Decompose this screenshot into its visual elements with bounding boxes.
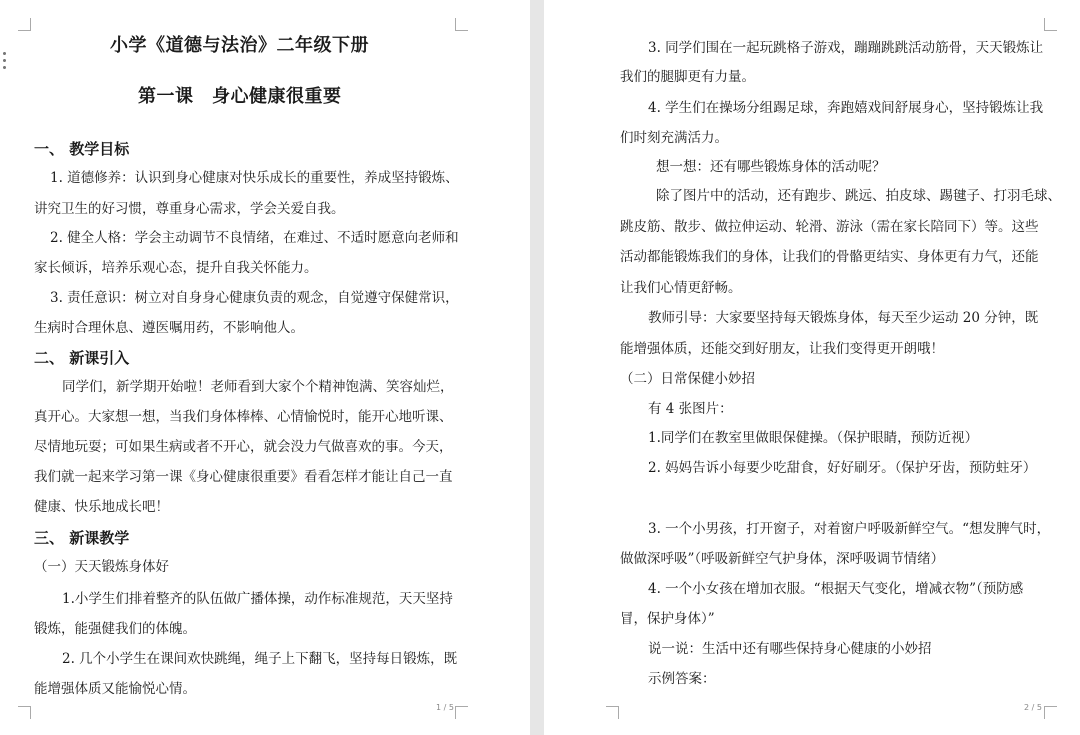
text-line: 2. 几个小学生在课间欢快跳绳，绳子上下翻飞，坚持每日锻炼，既 bbox=[62, 651, 458, 667]
text-line: 除了图片中的活动，还有跑步、跳远、拍皮球、踢毽子、打羽毛球、 bbox=[656, 188, 1061, 204]
subsection-heading: （二）日常保健小妙招 bbox=[620, 371, 755, 387]
document-page-1 bbox=[0, 0, 530, 735]
text-line: 我们的腿脚更有力量。 bbox=[620, 69, 755, 85]
document-title: 小学《道德与法治》二年级下册 bbox=[110, 35, 369, 56]
text-line: 活动都能锻炼我们的身体，让我们的骨骼更结实、身体更有力气，还能 bbox=[620, 249, 1039, 265]
text-line: 冒，保护身体）” bbox=[620, 611, 715, 627]
text-line: 有 4 张图片： bbox=[648, 401, 733, 417]
subsection-heading: （一）天天锻炼身体好 bbox=[34, 559, 169, 575]
text-line: 锻炼，能强健我们的体魄。 bbox=[34, 621, 196, 637]
text-line: 1. 道德修养：认识到身心健康对快乐成长的重要性，养成坚持锻炼、 bbox=[50, 170, 459, 186]
text-line: 3. 同学们围在一起玩跳格子游戏，蹦蹦跳跳活动筋骨，天天锻炼让 bbox=[648, 40, 1044, 56]
text-line: 做做深呼吸”（呼吸新鲜空气护身体，深呼吸调节情绪） bbox=[620, 551, 945, 567]
text-line: 真开心。大家想一想，当我们身体棒棒、心情愉悦时，能开心地听课、 bbox=[34, 409, 453, 425]
document-page-2 bbox=[544, 0, 1080, 735]
section-heading: 一、 教学目标 bbox=[34, 140, 130, 158]
text-line: 尽情地玩耍；可如果生病或者不开心，就会没力气做喜欢的事。今天， bbox=[34, 439, 453, 455]
margin-mark bbox=[1044, 706, 1057, 719]
page-number: 2 / 5 bbox=[1024, 703, 1042, 712]
margin-mark bbox=[455, 18, 468, 31]
margin-mark bbox=[455, 706, 468, 719]
text-line: 4. 学生们在操场分组踢足球，奔跑嬉戏间舒展身心，坚持锻炼让我 bbox=[648, 100, 1044, 116]
text-line: 讲究卫生的好习惯，尊重身心需求，学会关爱自我。 bbox=[34, 201, 345, 217]
text-line: 能增强体质又能愉悦心情。 bbox=[34, 681, 196, 697]
text-line: 能增强体质，还能交到好朋友，让我们变得更开朗哦！ bbox=[620, 341, 944, 357]
text-line: 3. 责任意识：树立对自身身心健康负责的观念，自觉遵守保健常识， bbox=[50, 290, 459, 306]
text-line: 说一说：生活中还有哪些保持身心健康的小妙招 bbox=[648, 641, 932, 657]
text-line: 3. 一个小男孩，打开窗子，对着窗户呼吸新鲜空气。“想发脾气时， bbox=[648, 521, 1051, 537]
text-line: 示例答案： bbox=[648, 671, 716, 687]
page-gutter bbox=[530, 0, 544, 735]
text-line: 1.小学生们排着整齐的队伍做广播体操，动作标准规范，天天坚持 bbox=[62, 591, 453, 607]
text-line: 想一想：还有哪些锻炼身体的活动呢？ bbox=[656, 159, 886, 175]
section-heading: 二、 新课引入 bbox=[34, 349, 130, 367]
drag-handle-icon[interactable] bbox=[2, 50, 7, 70]
margin-mark bbox=[606, 706, 619, 719]
margin-mark bbox=[1044, 18, 1057, 31]
text-line: 跳皮筋、散步、做拉伸运动、轮滑、游泳（需在家长陪同下）等。这些 bbox=[620, 219, 1039, 235]
text-line: 健康、快乐地成长吧！ bbox=[34, 499, 169, 515]
text-line: 教师引导：大家要坚持每天锻炼身体，每天至少运动 20 分钟，既 bbox=[648, 310, 1039, 326]
text-line: 同学们，新学期开始啦！老师看到大家个个精神饱满、笑容灿烂， bbox=[62, 379, 454, 395]
text-line: 们时刻充满活力。 bbox=[620, 130, 728, 146]
text-line: 2. 妈妈告诉小每要少吃甜食，好好刷牙。（保护牙齿，预防蛀牙） bbox=[648, 460, 1037, 476]
lesson-title: 第一课 身心健康很重要 bbox=[138, 86, 342, 107]
text-line: 生病时合理休息、遵医嘱用药，不影响他人。 bbox=[34, 320, 304, 336]
text-line: 1.同学们在教室里做眼保健操。（保护眼睛，预防近视） bbox=[648, 430, 979, 446]
text-line: 家长倾诉，培养乐观心态，提升自我关怀能力。 bbox=[34, 260, 318, 276]
page-number: 1 / 5 bbox=[436, 703, 454, 712]
text-line: 我们就一起来学习第一课《身心健康很重要》看看怎样才能让自己一直 bbox=[34, 469, 453, 485]
text-line: 2. 健全人格：学会主动调节不良情绪，在难过、不适时愿意向老师和 bbox=[50, 230, 459, 246]
margin-mark bbox=[18, 18, 31, 31]
margin-mark bbox=[18, 706, 31, 719]
section-heading: 三、 新课教学 bbox=[34, 529, 130, 547]
text-line: 4. 一个小女孩在增加衣服。“根据天气变化，增减衣物”（预防感 bbox=[648, 581, 1024, 597]
text-line: 让我们心情更舒畅。 bbox=[620, 280, 742, 296]
